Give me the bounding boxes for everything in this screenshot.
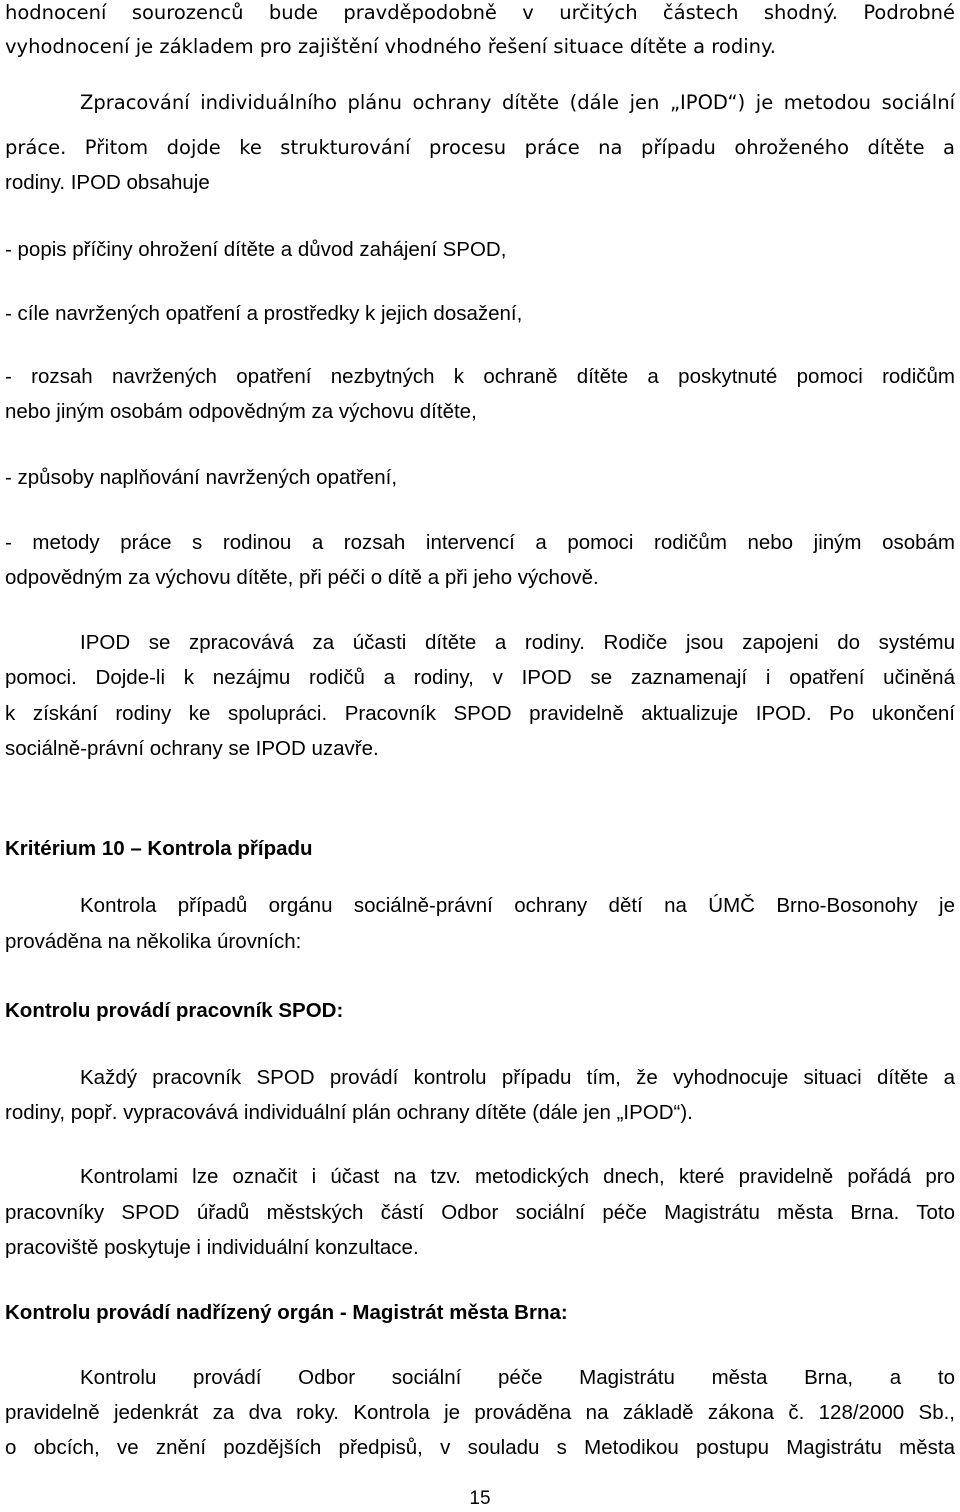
paragraph-line: pracoviště poskytuje i individuální konzultace. [5, 1236, 419, 1259]
paragraph-line: pravidelně jedenkrát za dva roky. Kontrola je prováděna na základě zákona č. 128/2000 Sb., [5, 1401, 955, 1424]
list-item: odpovědným za výchovu dítěte, při péči o dítě a při jeho výchově. [5, 566, 599, 589]
paragraph-line: hodnocení sourozenců bude pravděpodobně v určitých částech shodný. Podrobné [5, 1, 955, 24]
paragraph-line: vyhodnocení je základem pro zajištění vhodného řešení situace dítěte a rodiny. [5, 35, 776, 58]
paragraph-line: k získání rodiny ke spolupráci. Pracovník SPOD pravidelně aktualizuje IPOD. Po ukončení [5, 702, 955, 725]
paragraph-line: sociálně-právní ochrany se IPOD uzavře. [5, 737, 379, 760]
paragraph-line: Zpracování individuálního plánu ochrany dítěte (dále jen „IPOD“) je metodou sociální [80, 91, 955, 114]
list-item: - rozsah navržených opatření nezbytných k ochraně dítěte a poskytnuté pomoci rodičům [5, 365, 955, 388]
paragraph-line: pracovníky SPOD úřadů městských částí Odbor sociální péče Magistrátu města Brna. Toto [5, 1201, 955, 1224]
paragraph-line: práce. Přitom dojde ke strukturování procesu práce na případu ohroženého dítěte a [5, 136, 955, 159]
paragraph-line: Každý pracovník SPOD provádí kontrolu případu tím, že vyhodnocuje situaci dítěte a [80, 1066, 955, 1089]
list-item: - cíle navržených opatření a prostředky k jejich dosažení, [5, 302, 523, 325]
paragraph-line: prováděna na několika úrovních: [5, 930, 302, 953]
subheading: Kontrolu provádí pracovník SPOD: [5, 999, 344, 1022]
paragraph-line: Kontrolu provádí Odbor sociální péče Magistrátu města Brna, a to [80, 1366, 955, 1389]
paragraph-line: IPOD se zpracovává za účasti dítěte a rodiny. Rodiče jsou zapojeni do systému [80, 631, 955, 654]
list-item: - metody práce s rodinou a rozsah intervencí a pomoci rodičům nebo jiným osobám [5, 531, 955, 554]
paragraph-line: rodiny. IPOD obsahuje [5, 171, 210, 194]
paragraph-line: pomoci. Dojde-li k nezájmu rodičů a rodiny, v IPOD se zaznamenají i opatření učiněná [5, 666, 955, 689]
list-item: - popis příčiny ohrožení dítěte a důvod zahájení SPOD, [5, 238, 507, 261]
paragraph-line: Kontrola případů orgánu sociálně-právní ochrany dětí na ÚMČ Brno-Bosonohy je [80, 894, 955, 917]
subheading: Kontrolu provádí nadřízený orgán - Magistrát města Brna: [5, 1301, 568, 1324]
list-item: - způsoby naplňování navržených opatření, [5, 466, 398, 489]
paragraph-line: o obcích, ve znění pozdějších předpisů, v souladu s Metodikou postupu Magistrátu města [5, 1436, 955, 1459]
list-item: nebo jiným osobám odpovědným za výchovu dítěte, [5, 400, 477, 423]
paragraph-line: rodiny, popř. vypracovává individuální plán ochrany dítěte (dále jen „IPOD“). [5, 1101, 693, 1124]
page-number: 15 [469, 1488, 491, 1509]
section-heading: Kritérium 10 – Kontrola případu [5, 837, 313, 860]
paragraph-line: Kontrolami lze označit i účast na tzv. metodických dnech, které pravidelně pořádá pro [80, 1165, 955, 1188]
